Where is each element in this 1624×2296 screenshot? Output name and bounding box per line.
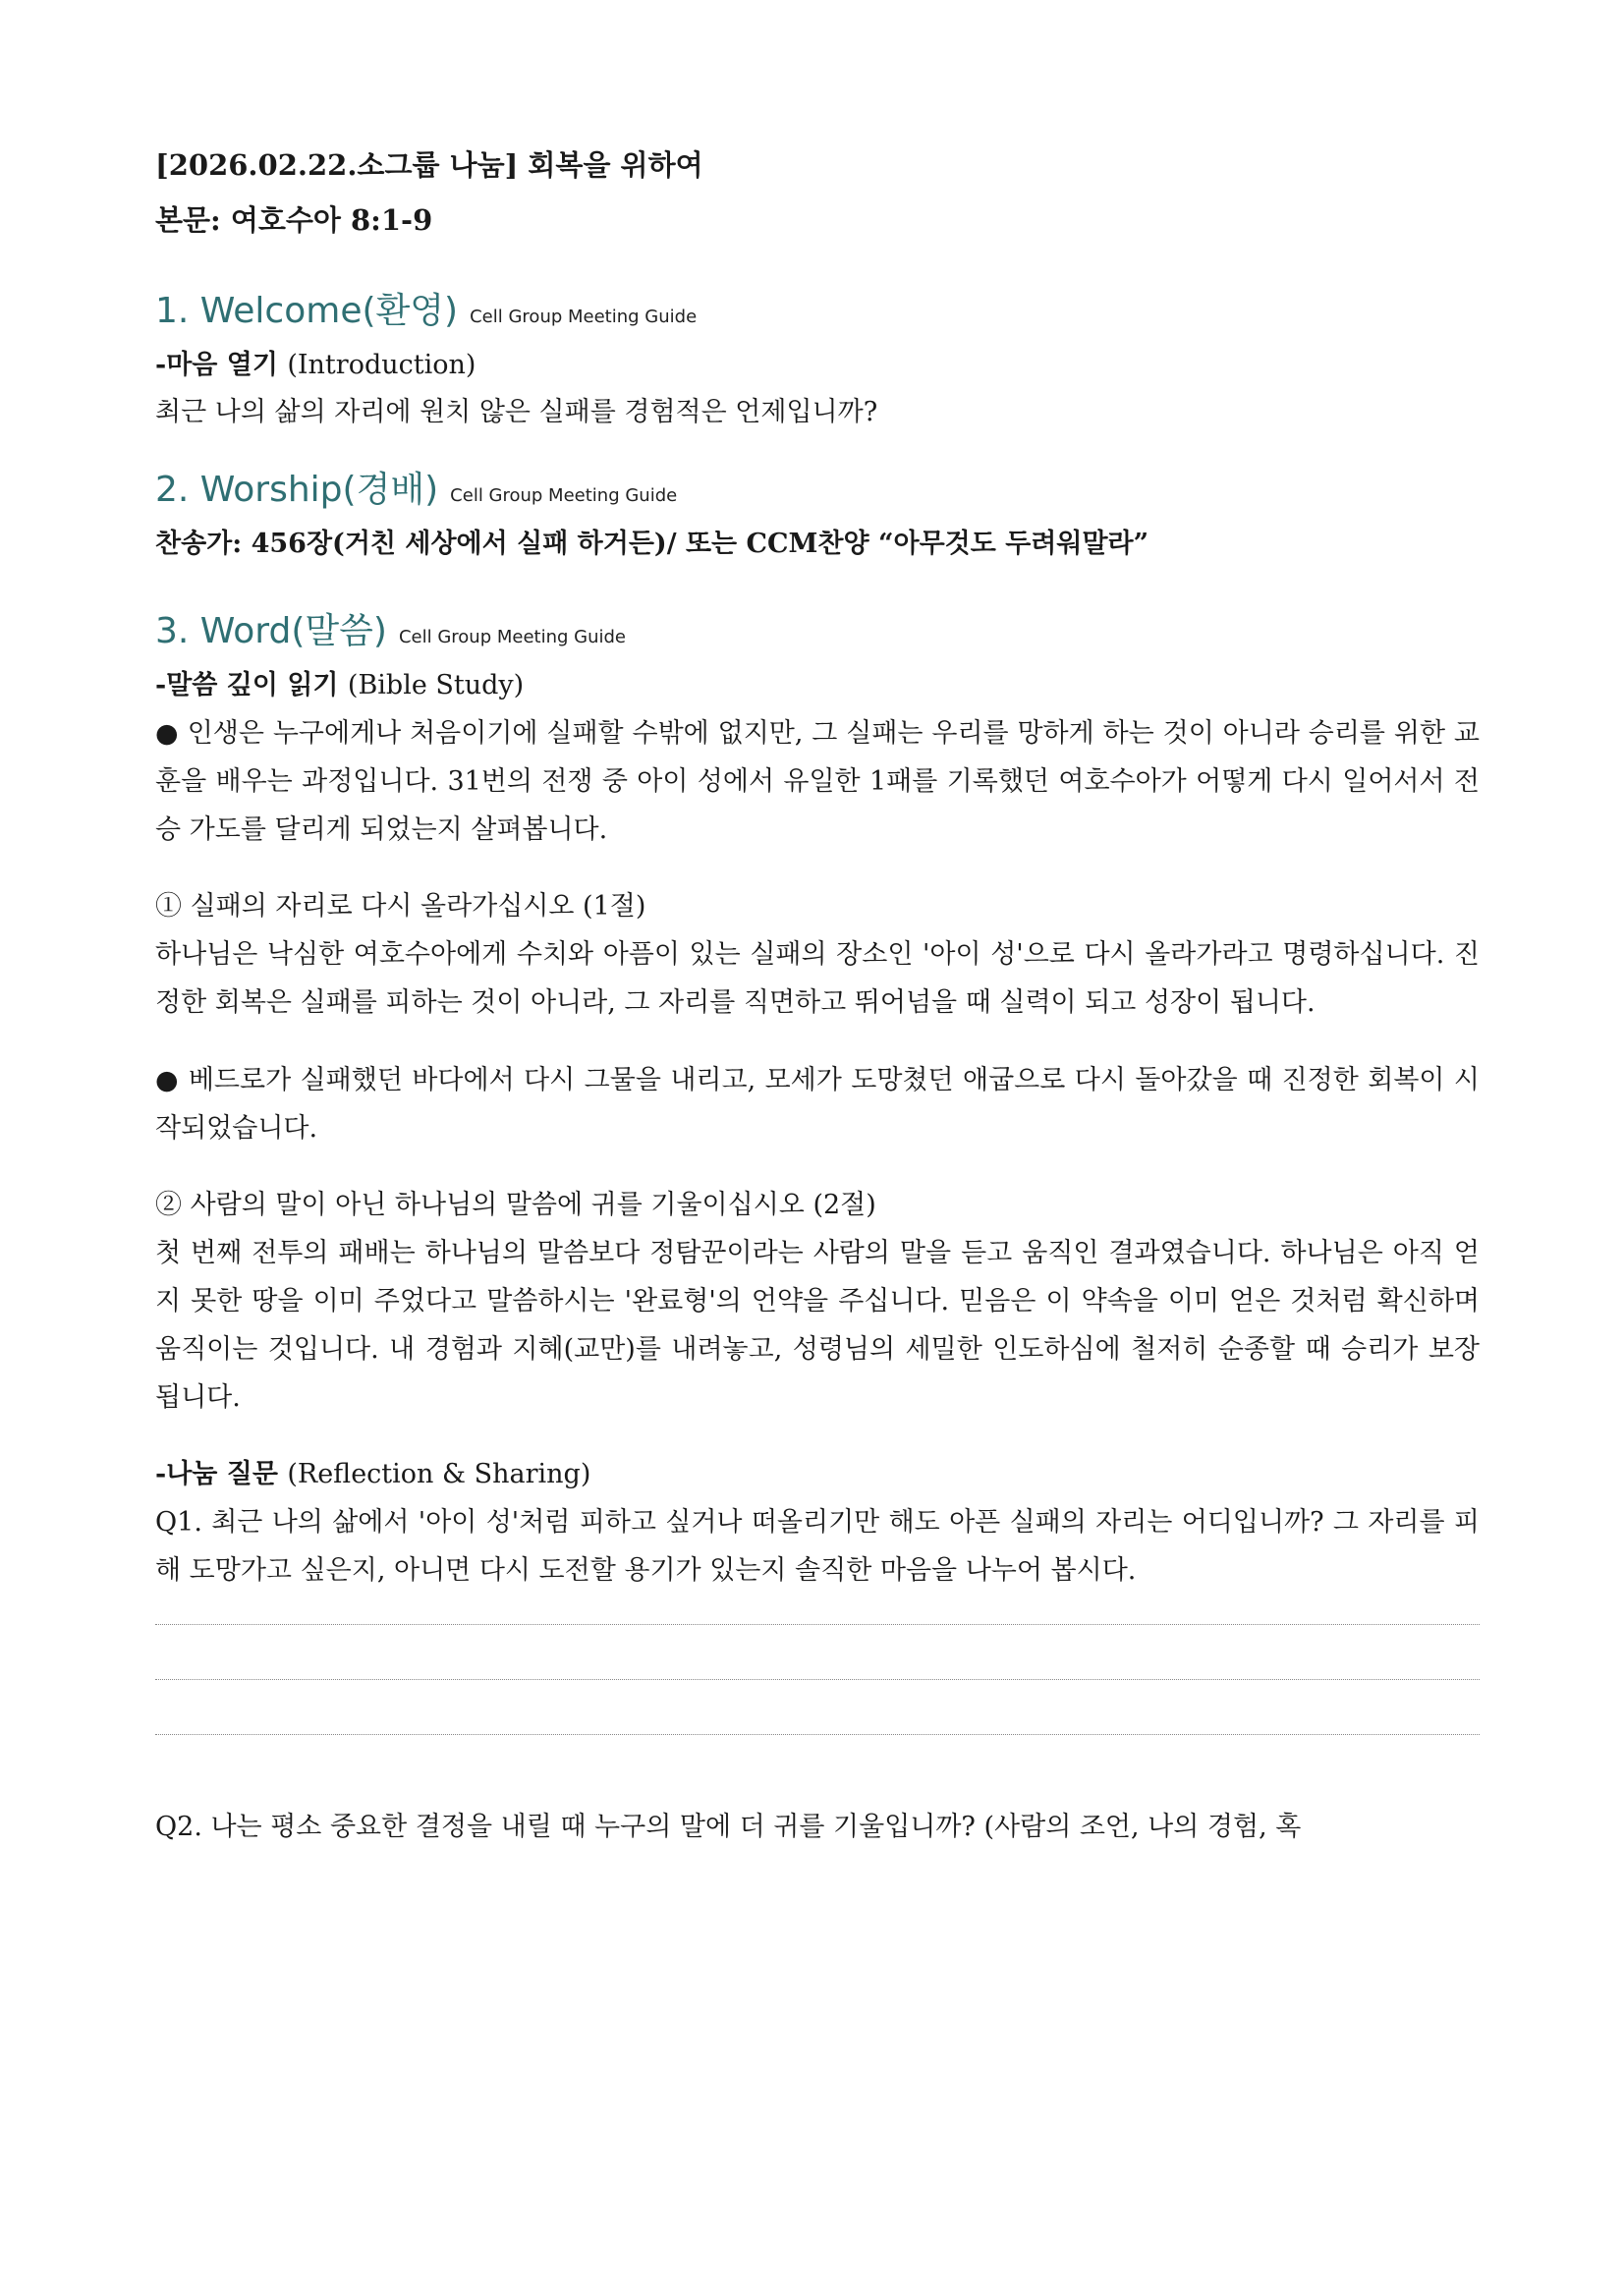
bible-study-intro: ● 인생은 누구에게나 처음이기에 실패할 수밖에 없지만, 그 실패는 우리를 망하게 하는 것이 아니라 승리를 위한 교훈을 배우는 과정입니다. 31번의 전쟁 중 아이 성에서 유일한 1패를 기록했던 여호수아가 어떻게 다시 일어서서 전승 가도를 달리게 되었는지 살펴봅니다.: [155, 718, 1480, 845]
section-welcome-title: 1. Welcome(환영): [155, 291, 459, 331]
introduction-en: (Introduction): [287, 350, 476, 380]
sharing-en: (Reflection & Sharing): [287, 1459, 591, 1489]
introduction-heading: [155, 342, 1480, 389]
sharing-heading: [155, 1451, 1480, 1498]
question-1: Q1. 최근 나의 삶에서 '아이 성'처럼 피하고 싶거나 떠올리기만 해도 아픈 실패의 자리는 어디입니까? 그 자리를 피해 도망가고 싶은지, 아니면 다시 도전할 용기가 있는지 솔직한 마음을 나누어 봅시다.: [155, 1507, 1480, 1586]
section-welcome-heading: [155, 287, 1480, 342]
scripture-reference: [155, 193, 1480, 248]
section-worship-subtitle: Cell Group Meeting Guide: [450, 485, 678, 506]
introduction-title: -마음 열기: [155, 350, 278, 380]
section-welcome-subtitle: Cell Group Meeting Guide: [470, 307, 698, 327]
section-word-title: 3. Word(말씀): [155, 611, 387, 651]
section-word-subtitle: Cell Group Meeting Guide: [398, 627, 627, 647]
section-worship-heading: [155, 466, 1480, 521]
scripture-text: 여호수아 8:1-9: [230, 203, 433, 237]
bible-study-title: -말씀 깊이 읽기: [155, 670, 339, 700]
question-2: Q2. 나는 평소 중요한 결정을 내릴 때 누구의 말에 더 귀를 기울입니까? (사람의 조언, 나의 경험, 혹: [155, 1812, 1302, 1842]
section-worship-title: 2. Worship(경배): [155, 470, 439, 510]
document-content: [155, 138, 1480, 1851]
point-1-bullet: ● 베드로가 실패했던 바다에서 다시 그물을 내리고, 모세가 도망쳤던 애굽으로 다시 돌아갔을 때 진정한 회복이 시작되었습니다.: [155, 1065, 1480, 1144]
point-1-body: 하나님은 낙심한 여호수아에게 수치와 아픔이 있는 실패의 장소인 '아이 성'으로 다시 올라가라고 명령하십니다. 진정한 회복은 실패를 피하는 것이 아니라, 그 자리를 직면하고 뛰어넘을 때 실력이 되고 성장이 됩니다.: [155, 939, 1480, 1018]
bible-study-heading: [155, 662, 1480, 709]
point-1-title: ① 실패의 자리로 다시 올라가십시오 (1절): [155, 891, 646, 922]
section-word-heading: [155, 607, 1480, 662]
sharing-title: -나눔 질문: [155, 1459, 278, 1489]
scripture-label: 본문:: [155, 203, 221, 237]
document-title: [2026.02.22.소그룹 나눔] 회복을 위하여: [155, 148, 703, 182]
point-2-body: 첫 번째 전투의 패배는 하나님의 말씀보다 정탐꾼이라는 사람의 말을 듣고 움직인 결과였습니다. 하나님은 아직 얻지 못한 땅을 이미 주었다고 말씀하시는 '완료형'의 언약을 주십니다. 믿음은 이 약속을 이미 얻은 것처럼 확신하며 움직이는 것입니다. 내 경험과 지혜(교만)를 내려놓고, 성령님의 세밀한 인도하심에 철저히 순종할 때 승리가 보장됩니다.: [155, 1238, 1480, 1413]
bible-study-en: (Bible Study): [347, 670, 525, 700]
hymn-line: 찬송가: 456장(거친 세상에서 실패 하거든)/ 또는 CCM찬양 “아무것도 두려워말라”: [155, 529, 1149, 559]
introduction-question: 최근 나의 삶의 자리에 원치 않은 실패를 경험적은 언제입니까?: [155, 397, 878, 427]
point-2-title: ② 사람의 말이 아닌 하나님의 말씀에 귀를 기울이십시오 (2절): [155, 1190, 876, 1220]
